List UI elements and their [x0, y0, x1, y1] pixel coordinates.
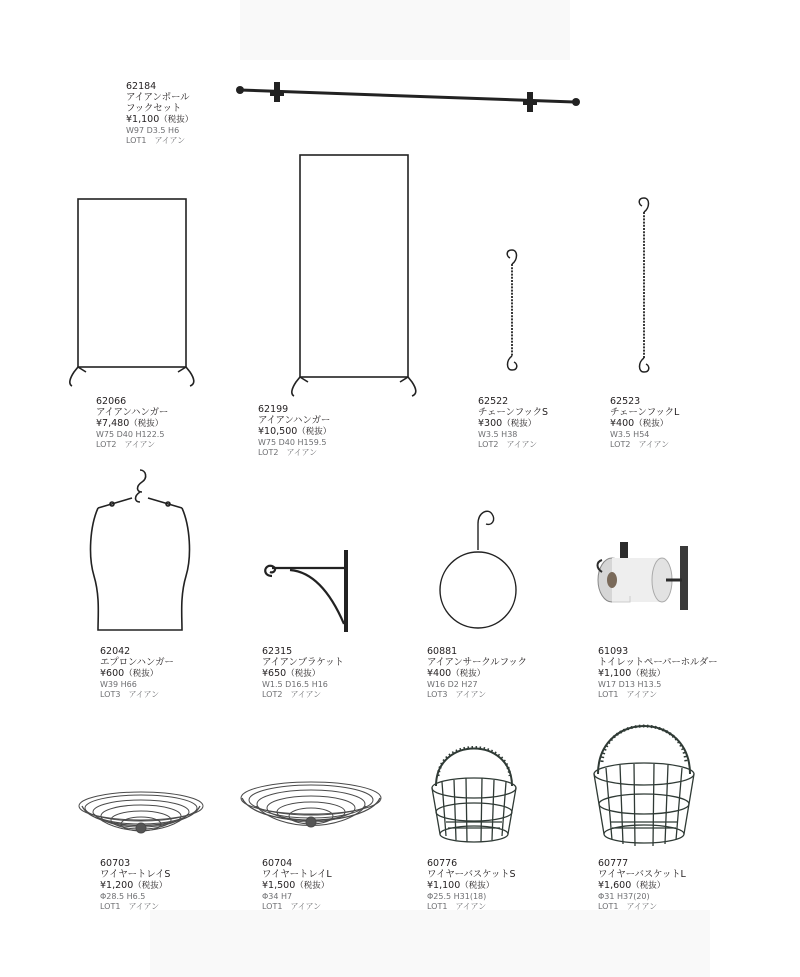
product-price [610, 418, 679, 430]
product-lot: LOT2 アイアン [610, 440, 670, 449]
tax-label: （税抜） [286, 669, 321, 679]
product-code: 60776 [427, 858, 458, 869]
caption-62523 [610, 396, 679, 450]
wire-basket-icon [424, 716, 524, 846]
product-code: 61093 [598, 646, 629, 657]
product-name: アイアンポール [126, 92, 190, 103]
tax-label: （税抜） [451, 669, 486, 679]
product-code: 62522 [478, 396, 509, 407]
product-size: W97 D3.5 H6 [126, 126, 180, 135]
product-size: Φ28.5 H6.5 [100, 892, 146, 901]
tax-label: （税抜） [159, 115, 194, 125]
product-price [100, 668, 174, 680]
bottom-shading [150, 910, 710, 977]
iron-hanger-tall-icon [288, 152, 418, 412]
price-value: ¥10,500 [258, 426, 298, 437]
chain-hook-icon [500, 246, 524, 380]
product-size: Φ25.5 H31(18) [427, 892, 487, 901]
price-value: ¥1,100 [598, 668, 632, 679]
product-size: W17 D13 H13.5 [598, 680, 662, 689]
tax-label: （税抜） [631, 669, 666, 679]
product-name: エプロンハンガー [100, 657, 174, 668]
product-size: W3.5 H38 [478, 430, 518, 439]
price-value: ¥650 [262, 668, 287, 679]
product-code: 60881 [427, 646, 458, 657]
product-lot: LOT2 アイアン [258, 448, 318, 457]
product-name-line2: フックセット [126, 103, 182, 114]
product-lot: LOT1 アイアン [262, 902, 322, 911]
product-code: 62066 [96, 396, 127, 407]
tax-label: （税抜） [502, 419, 537, 429]
product-name: アイアンサークルフック [427, 657, 527, 668]
caption-61093 [598, 646, 717, 700]
product-price [427, 880, 515, 892]
wire-tray-large-icon [236, 774, 386, 846]
apron-hanger-icon [84, 466, 196, 636]
product-lot: LOT2 アイアン [478, 440, 538, 449]
chain-hook-long-icon [632, 194, 656, 382]
product-size: W3.5 H54 [610, 430, 650, 439]
product-code: 62042 [100, 646, 131, 657]
product-name: トイレットペーパーホルダー [598, 657, 718, 668]
tax-label: （税抜） [460, 881, 495, 891]
product-name: ワイヤーバスケットL [598, 869, 686, 880]
top-shading [240, 0, 570, 60]
tax-label: （税抜） [634, 419, 669, 429]
product-price [100, 880, 170, 892]
price-value: ¥1,600 [598, 880, 632, 891]
product-code: 62184 [126, 81, 157, 92]
caption-60881 [427, 646, 527, 700]
product-name: アイアンハンガー [96, 407, 169, 418]
price-value: ¥300 [478, 418, 503, 429]
product-name: アイアンハンガー [258, 415, 331, 426]
product-name: チェーンフックL [610, 407, 680, 418]
caption-62184 [126, 81, 193, 146]
product-price [262, 880, 331, 892]
product-price [262, 668, 344, 680]
tax-label: （税抜） [297, 427, 332, 437]
caption-60703 [100, 858, 170, 912]
product-size: Φ31 H37(20) [598, 892, 650, 901]
wire-basket-large-icon [586, 702, 702, 850]
price-value: ¥1,100 [427, 880, 461, 891]
product-lot: LOT1 アイアン [598, 902, 658, 911]
product-name: アイアンブラケット [262, 657, 344, 668]
tax-label: （税抜） [129, 419, 164, 429]
product-name: ワイヤーバスケットS [427, 869, 516, 880]
product-size: Φ34 H7 [262, 892, 293, 901]
tax-label: （税抜） [124, 669, 159, 679]
product-lot: LOT1 アイアン [598, 690, 658, 699]
product-price [258, 426, 331, 438]
caption-60777 [598, 858, 686, 912]
price-value: ¥1,100 [126, 114, 160, 125]
caption-62199 [258, 404, 331, 458]
wire-tray-icon [74, 784, 208, 848]
caption-62066 [96, 396, 168, 450]
product-price [478, 418, 548, 430]
price-value: ¥400 [610, 418, 635, 429]
product-name: ワイヤートレイL [262, 869, 332, 880]
caption-62522 [478, 396, 548, 450]
product-lot: LOT2 アイアン [262, 690, 322, 699]
product-price [598, 668, 717, 680]
iron-bracket-icon [260, 546, 356, 636]
caption-62315 [262, 646, 344, 700]
price-value: ¥1,200 [100, 880, 134, 891]
product-price [427, 668, 527, 680]
tax-label: （税抜） [631, 881, 666, 891]
price-value: ¥7,480 [96, 418, 130, 429]
product-name: ワイヤートレイS [100, 869, 171, 880]
product-size: W39 H66 [100, 680, 137, 689]
price-value: ¥1,500 [262, 880, 296, 891]
iron-pole-icon [234, 80, 584, 110]
circle-hook-icon [436, 504, 520, 632]
product-price [96, 418, 168, 430]
price-value: ¥600 [100, 668, 125, 679]
product-code: 60703 [100, 858, 131, 869]
product-size: W75 D40 H122.5 [96, 430, 165, 439]
product-size: W75 D40 H159.5 [258, 438, 327, 447]
product-code: 60704 [262, 858, 293, 869]
iron-hanger-icon [66, 196, 196, 396]
product-size: W16 D2 H27 [427, 680, 478, 689]
product-size: W1.5 D16.5 H16 [262, 680, 328, 689]
product-lot: LOT3 アイアン [100, 690, 160, 699]
product-code: 62315 [262, 646, 293, 657]
tax-label: （税抜） [133, 881, 168, 891]
product-code: 60777 [598, 858, 629, 869]
price-value: ¥400 [427, 668, 452, 679]
product-lot: LOT3 アイアン [427, 690, 487, 699]
product-code: 62199 [258, 404, 289, 415]
product-lot: LOT1 アイアン [100, 902, 160, 911]
caption-62042 [100, 646, 174, 700]
product-lot: LOT2 アイアン [96, 440, 156, 449]
caption-60704 [262, 858, 331, 912]
product-name: チェーンフックS [478, 407, 548, 418]
toilet-paper-holder-icon [590, 538, 702, 618]
product-lot: LOT1 アイアン [427, 902, 487, 911]
tax-label: （税抜） [295, 881, 330, 891]
product-price [126, 114, 193, 126]
caption-60776 [427, 858, 515, 912]
product-code: 62523 [610, 396, 641, 407]
product-price [598, 880, 686, 892]
product-lot: LOT1 アイアン [126, 136, 186, 145]
